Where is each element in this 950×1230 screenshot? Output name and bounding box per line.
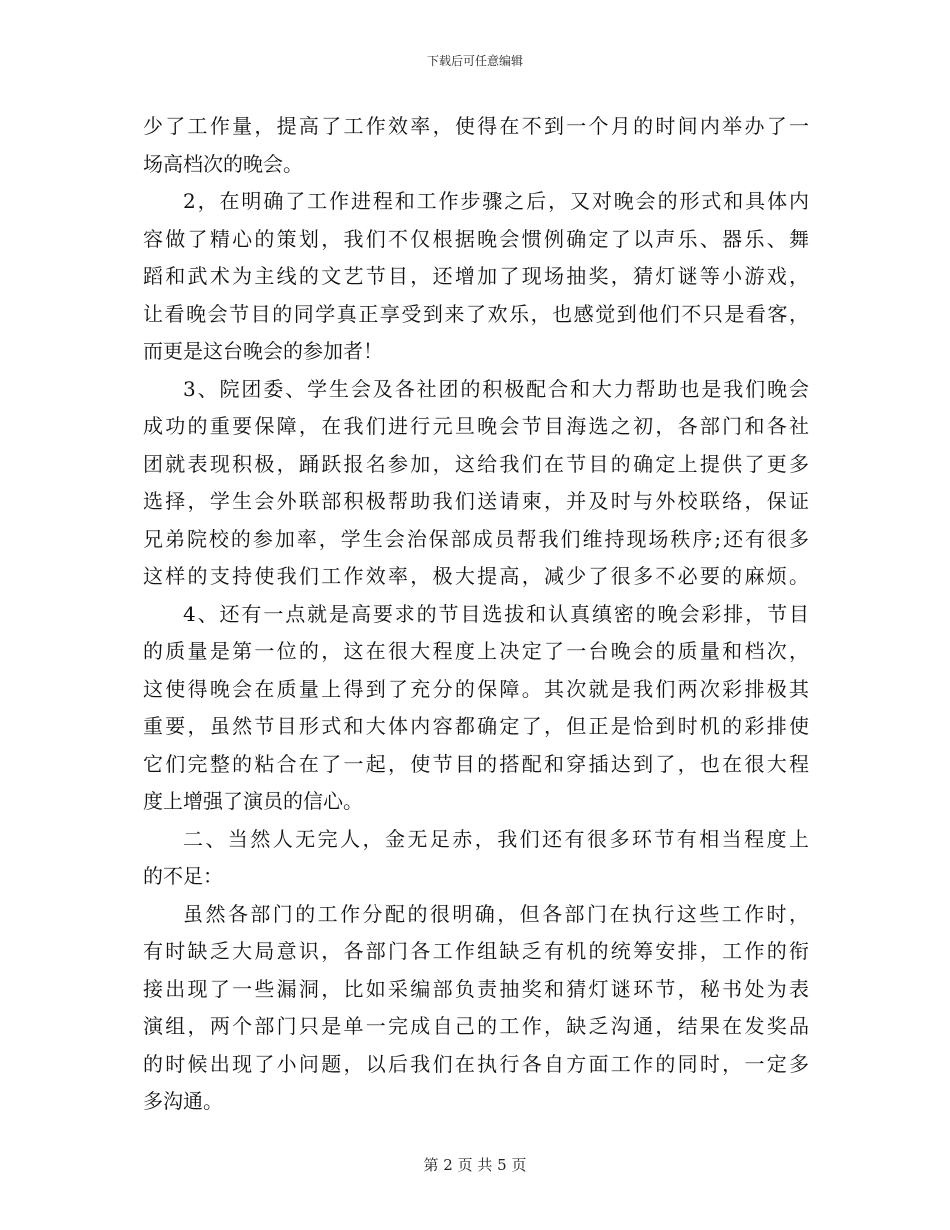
- text-line: 这使得晚会在质量上得到了充分的保障。其次就是我们两次彩排极其: [143, 676, 809, 701]
- page-footer: 第 2 页 共 5 页: [423, 1156, 527, 1174]
- text-line: 3、院团委、学生会及各社团的积极配合和大力帮助也是我们晚会: [183, 376, 809, 401]
- text-line: 重要，虽然节目形式和大体内容都确定了，但正是恰到时机的彩排使: [143, 714, 809, 738]
- text-line: 蹈和武术为主线的文艺节目，还增加了现场抽奖，猜灯谜等小游戏，: [143, 264, 809, 288]
- text-line: 有时缺乏大局意识，各部门各工作组缺乏有机的统筹安排，工作的衔: [143, 939, 809, 963]
- text-line: 而更是这台晚会的参加者！: [143, 339, 383, 363]
- document-body: [143, 108, 809, 1121]
- text-line: 演组，两个部门只是单一完成自己的工作，缺乏沟通，结果在发奖品: [143, 1014, 809, 1038]
- text-line: 成功的重要保障，在我们进行元旦晚会节目海选之初，各部门和各社: [143, 414, 809, 438]
- text-line: 二、当然人无完人，金无足赤，我们还有很多环节有相当程度上: [183, 826, 809, 851]
- text-line: 的质量是第一位的，这在很大程度上决定了一台晚会的质量和档次，: [143, 639, 809, 663]
- text-line: 容做了精心的策划，我们不仅根据晚会惯例确定了以声乐、器乐、舞: [143, 226, 809, 251]
- text-line: 虽然各部门的工作分配的很明确，但各部门在执行这些工作时，: [183, 901, 809, 926]
- text-line: 团就表现积极，踊跃报名参加，这给我们在节目的确定上提供了更多: [143, 451, 809, 476]
- text-line: 多沟通。: [143, 1089, 223, 1113]
- text-line: 2，在明确了工作进程和工作步骤之后，又对晚会的形式和具体内: [183, 189, 809, 213]
- text-line: 让看晚会节目的同学真正享受到来了欢乐，也感觉到他们不只是看客，: [143, 301, 809, 326]
- text-line: 这样的支持使我们工作效率，极大提高，减少了很多不必要的麻烦。: [143, 564, 809, 588]
- text-line: 接出现了一些漏洞，比如采编部负责抽奖和猜灯谜环节，秘书处为表: [143, 976, 809, 1001]
- text-line: 选择，学生会外联部积极帮助我们送请柬，并及时与外校联络，保证: [143, 489, 809, 513]
- text-line: 的不足：: [143, 864, 223, 888]
- text-line: 少了工作量，提高了工作效率，使得在不到一个月的时间内举办了一: [143, 114, 809, 138]
- page-header: 下载后可任意编辑: [426, 54, 523, 68]
- text-line: 兄弟院校的参加率，学生会治保部成员帮我们维持现场秩序;还有很多: [143, 526, 809, 551]
- text-line: 的时候出现了小问题，以后我们在执行各自方面工作的同时，一定多: [143, 1051, 809, 1076]
- text-line: 度上增强了演员的信心。: [143, 789, 363, 813]
- text-line: 它们完整的粘合在了一起，使节目的搭配和穿插达到了，也在很大程: [143, 751, 809, 776]
- text-line: 场高档次的晚会。: [143, 151, 303, 176]
- text-line: 4、还有一点就是高要求的节目选拔和认真缜密的晚会彩排，节目: [183, 601, 809, 626]
